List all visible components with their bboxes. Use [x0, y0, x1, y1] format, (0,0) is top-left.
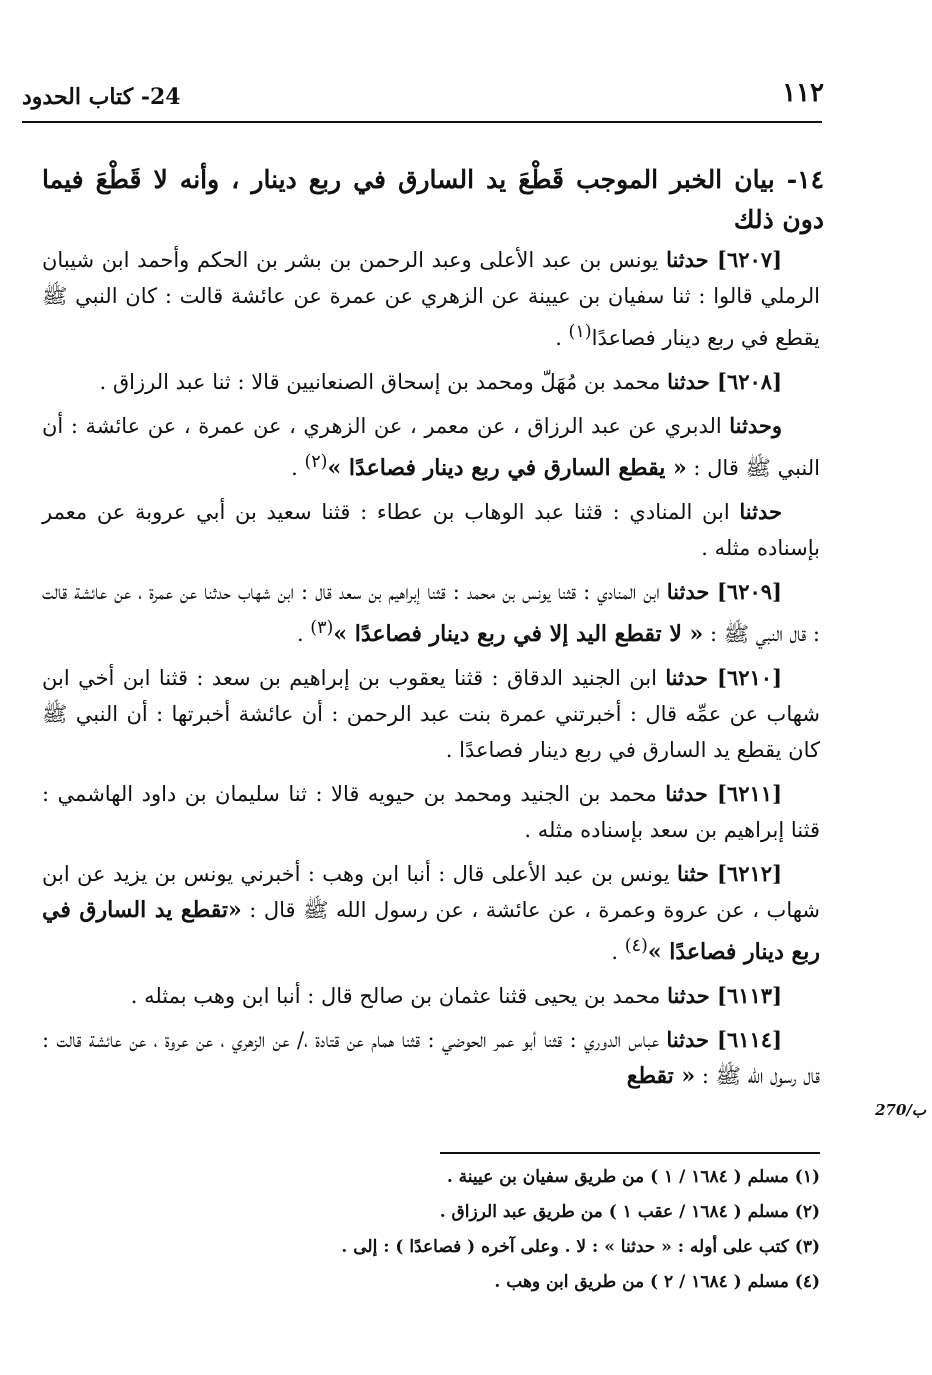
isnad-label: [٦١١٤] حدثنا	[666, 1027, 782, 1052]
hadith-text: يونس بن عبد الأعلى قال : أنبا ابن وهب : أخبرني يونس بن يزيد عن ابن شهاب ، عن عروة وعمرة ، عن عائشة ، عن رسول الله ﷺ قال :	[42, 862, 820, 922]
main-text	[42, 160, 824, 1102]
hadith-text: الدبري عن عبد الرزاق ، عن معمر ، عن الزهري ، عن عمرة ، عن عائشة : أن النبي ﷺ قال :	[42, 414, 820, 480]
book-title: 24- كتاب الحدود	[22, 84, 181, 110]
isnad-label: [٦٢٠٨] حدثنا	[667, 369, 782, 394]
isnad-label: [٦١١٣] حدثنا	[667, 983, 782, 1008]
hadith-text: ابن المنادي : قثنا يونس بن محمد : قثنا إبراهيم بن سعد قال : ابن شهاب حدثنا عن عمرة ، عن عائشة قالت : قال النبي ﷺ :	[42, 580, 820, 646]
hadith-text: محمد بن يحيى قثنا عثمان بن صالح قال : أنبا ابن وهب بمثله .	[130, 984, 668, 1008]
page-header	[22, 76, 824, 116]
footnote: (٢) مسلم ( ١٦٨٤ / عقب ١ ) من طريق عبد الرزاق .	[439, 1202, 820, 1222]
hadith-paragraph	[42, 1022, 820, 1094]
isnad-label: [٦٢١٠] حدثنا	[665, 665, 782, 690]
footnote: (٣) كتب على أوله : « حدثنا » : لا . وعلى آخره ( فصاعدًا ) : إلى .	[341, 1237, 820, 1257]
isnad-label: [٦٢١١] حدثنا	[665, 781, 782, 806]
hadith-text: محمد بن الجنيد ومحمد بن حيويه قالا : ثنا سليمان بن داود الهاشمي : قثنا إبراهيم بن سعد بإسناده مثله .	[42, 782, 820, 842]
hadith-text: يونس بن عبد الأعلى وعبد الرحمن بن بشر بن الحكم وأحمد ابن شيبان الرملي قالوا : ثنا سفيان بن عيينة عن الزهري عن عمرة عن عائشة قالت : كان النبي ﷺ يقطع في ربع دينار فصاعدًا	[42, 248, 820, 350]
hadith-paragraph	[42, 978, 820, 1014]
footnote-ref: (١)	[568, 322, 592, 342]
isnad-label: [٦٢٠٩] حدثنا	[666, 579, 782, 604]
footnote: (٤) مسلم ( ١٦٨٤ / ٢ ) من طريق ابن وهب .	[494, 1272, 820, 1292]
header-rule	[22, 121, 822, 123]
footnote-ref: (٢)	[304, 452, 328, 472]
isnad-label: حدثنا	[739, 499, 782, 524]
isnad-label: وحدثنا	[729, 413, 782, 438]
hadith-paragraph	[42, 494, 820, 566]
page-number: ١١٢	[782, 78, 824, 108]
footnote-ref: (٤)	[624, 936, 648, 956]
hadith-paragraph	[42, 408, 820, 486]
hadith-tail: .	[611, 940, 625, 964]
hadith-paragraph	[42, 242, 820, 356]
footnotes	[300, 1160, 820, 1300]
hadith-paragraph	[42, 660, 820, 768]
footnote-ref: (٣)	[310, 618, 334, 638]
hadith-text: عباس الدوري : قثنا أبو عمر الحوضي : قثنا همام عن قتادة ،/ عن الزهري ، عن عروة ، عن عائشة قالت : قال رسول الله ﷺ :	[42, 1028, 820, 1088]
hadith-matn: « تقطع	[626, 1063, 696, 1089]
hadith-matn: «تقطع يد السارق في ربع دينار فصاعدًا »	[42, 897, 820, 965]
hadith-paragraph	[42, 364, 820, 400]
hadith-paragraph	[42, 856, 820, 970]
footnote: (١) مسلم ( ١٦٨٤ / ١ ) من طريق سفيان بن عيينة .	[446, 1167, 820, 1187]
hadith-text: ابن المنادي : قثنا عبد الوهاب بن عطاء : قثنا سعيد بن أبي عروبة عن معمر بإسناده مثله .	[42, 500, 820, 560]
chapter-title: ١٤- بيان الخبر الموجب قَطْعَ يد السارق في ربع دينار ، وأنه لا قَطْعَ فيما دون ذلك	[42, 165, 824, 234]
manuscript-folio-ref: 270/ب	[875, 1101, 926, 1119]
hadith-matn: « لا تقطع اليد إلا في ربع دينار فصاعدًا »	[333, 621, 704, 647]
hadith-tail: .	[291, 456, 305, 480]
isnad-label: [٦٢١٢] حثنا	[676, 861, 782, 886]
hadith-text: محمد بن مُهَلّ ومحمد بن إسحاق الصنعانيين قالا : ثنا عبد الرزاق .	[99, 370, 668, 394]
footnote-rule	[440, 1152, 820, 1154]
isnad-label: [٦٢٠٧] حدثنا	[666, 247, 782, 272]
hadith-matn: « يقطع السارق في ربع دينار فصاعدًا »	[327, 455, 687, 481]
hadith-tail: .	[296, 622, 311, 646]
hadith-text: ابن الجنيد الدقاق : قثنا يعقوب بن إبراهيم بن سعد : قثنا ابن أخي ابن شهاب عن عمِّه قال : أخبرتني عمرة بنت عبد الرحمن : أن عائشة أخبرتها : أن النبي ﷺ كان يقطع يد السارق في ربع دينار فصاعدًا .	[42, 666, 820, 762]
hadith-paragraph	[42, 776, 820, 848]
hadith-tail: .	[555, 326, 569, 350]
hadith-paragraph	[42, 574, 820, 652]
